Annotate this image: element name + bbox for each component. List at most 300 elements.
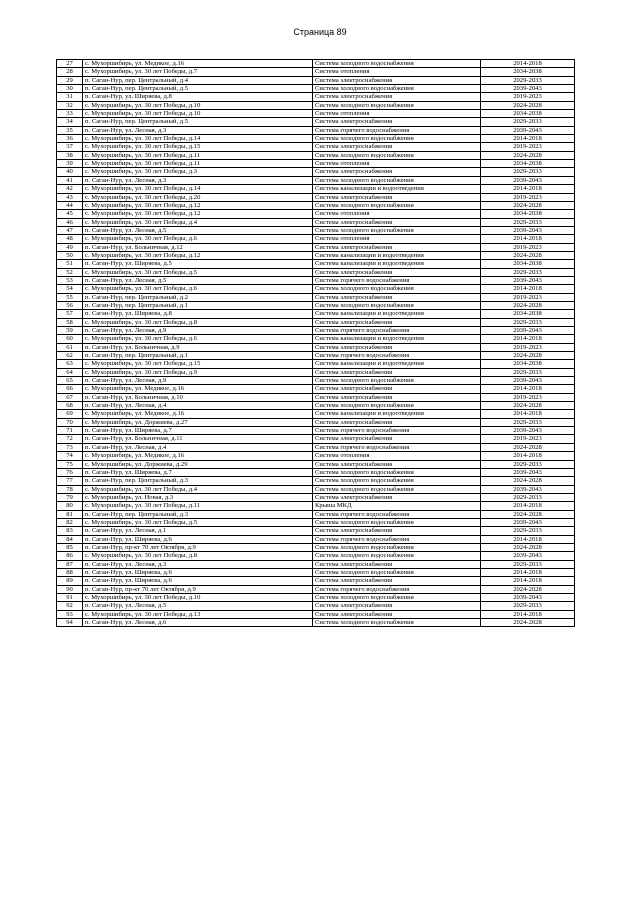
- row-number-cell: 70: [57, 418, 83, 426]
- row-number-cell: 79: [57, 493, 83, 501]
- period-cell: 2029-2033: [481, 218, 575, 226]
- system-cell: Система электроснабжения: [313, 527, 481, 535]
- period-cell: 2039-2043: [481, 126, 575, 134]
- system-cell: Система электроснабжения: [313, 168, 481, 176]
- period-cell: 2024-2028: [481, 301, 575, 309]
- row-number-cell: 84: [57, 535, 83, 543]
- address-cell: п. Саган-Нур, пер. Центральный, д.3: [83, 477, 313, 485]
- registry-table-body: [57, 60, 575, 627]
- row-number-cell: 54: [57, 285, 83, 293]
- row-number-cell: 38: [57, 151, 83, 159]
- period-cell: 2039-2043: [481, 276, 575, 284]
- system-cell: Система электроснабжения: [313, 610, 481, 618]
- system-cell: Система отопления: [313, 452, 481, 460]
- system-cell: Система электроснабжения: [313, 602, 481, 610]
- address-cell: с. Мухоршибирь, ул. 30 лет Победы, д.15: [83, 143, 313, 151]
- period-cell: 2019-2023: [481, 243, 575, 251]
- row-number-cell: 68: [57, 402, 83, 410]
- period-cell: 2014-2018: [481, 135, 575, 143]
- table-row: [57, 585, 575, 593]
- period-cell: 2029-2033: [481, 118, 575, 126]
- period-cell: 2014-2018: [481, 385, 575, 393]
- table-row: [57, 460, 575, 468]
- row-number-cell: 46: [57, 218, 83, 226]
- row-number-cell: 81: [57, 510, 83, 518]
- table-row: [57, 126, 575, 134]
- system-cell: Система горячего водоснабжения: [313, 126, 481, 134]
- system-cell: Система холодного водоснабжения: [313, 301, 481, 309]
- period-cell: 2014-2018: [481, 235, 575, 243]
- period-cell: 2029-2033: [481, 268, 575, 276]
- system-cell: Система холодного водоснабжения: [313, 60, 481, 68]
- system-cell: Система отопления: [313, 160, 481, 168]
- row-number-cell: 88: [57, 568, 83, 576]
- period-cell: 2029-2033: [481, 76, 575, 84]
- table-row: [57, 502, 575, 510]
- system-cell: Система горячего водоснабжения: [313, 327, 481, 335]
- row-number-cell: 82: [57, 518, 83, 526]
- system-cell: Система холодного водоснабжения: [313, 468, 481, 476]
- system-cell: Система электроснабжения: [313, 243, 481, 251]
- address-cell: п. Саган-Нур, ул. Лесная, д.4: [83, 402, 313, 410]
- row-number-cell: 45: [57, 210, 83, 218]
- system-cell: Система электроснабжения: [313, 577, 481, 585]
- table-row: [57, 285, 575, 293]
- table-row: [57, 410, 575, 418]
- period-cell: 2034-2038: [481, 210, 575, 218]
- address-cell: п. Саган-Нур, пер. Центральный, д.5: [83, 85, 313, 93]
- system-cell: Система электроснабжения: [313, 143, 481, 151]
- period-cell: 2024-2028: [481, 251, 575, 259]
- period-cell: 2024-2028: [481, 443, 575, 451]
- system-cell: Система горячего водоснабжения: [313, 510, 481, 518]
- period-cell: 2029-2033: [481, 527, 575, 535]
- row-number-cell: 69: [57, 410, 83, 418]
- address-cell: с. Мухоршибирь, ул. 30 лет Победы, д.14: [83, 185, 313, 193]
- address-cell: п. Саган-Нур, ул. Ширяева, д.6: [83, 577, 313, 585]
- row-number-cell: 37: [57, 143, 83, 151]
- system-cell: Система электроснабжения: [313, 460, 481, 468]
- table-row: [57, 510, 575, 518]
- table-row: [57, 393, 575, 401]
- table-row: [57, 543, 575, 551]
- address-cell: с. Мухоршибирь, ул. 30 лет Победы, д.8: [83, 552, 313, 560]
- address-cell: п. Саган-Нур, ул. Ширяева, д.7: [83, 427, 313, 435]
- period-cell: 2024-2028: [481, 477, 575, 485]
- system-cell: Система канализации и водоотведения: [313, 185, 481, 193]
- system-cell: Система холодного водоснабжения: [313, 201, 481, 209]
- address-cell: с. Мухоршибирь, ул. 30 лет Победы, д.15: [83, 360, 313, 368]
- period-cell: 2014-2018: [481, 285, 575, 293]
- system-cell: Система электроснабжения: [313, 493, 481, 501]
- row-number-cell: 61: [57, 343, 83, 351]
- system-cell: Система холодного водоснабжения: [313, 151, 481, 159]
- period-cell: 2029-2033: [481, 602, 575, 610]
- period-cell: 2014-2018: [481, 410, 575, 418]
- row-number-cell: 80: [57, 502, 83, 510]
- address-cell: п. Саган-Нур, ул. Лесная, д.6: [83, 619, 313, 627]
- table-row: [57, 160, 575, 168]
- table-row: [57, 251, 575, 259]
- table-row: [57, 293, 575, 301]
- system-cell: Система горячего водоснабжения: [313, 276, 481, 284]
- address-cell: п. Саган-Нур, ул. Ширяева, д.5: [83, 260, 313, 268]
- table-row: [57, 235, 575, 243]
- address-cell: с. Мухоршибирь, ул. 30 лет Победы, д.4: [83, 218, 313, 226]
- system-cell: Система холодного водоснабжения: [313, 176, 481, 184]
- system-cell: Система горячего водоснабжения: [313, 535, 481, 543]
- address-cell: с. Мухоршибирь, ул. 30 лет Победы, д.13: [83, 610, 313, 618]
- address-cell: с. Мухоршибирь, ул. Новая, д.3: [83, 493, 313, 501]
- period-cell: 2039-2043: [481, 377, 575, 385]
- table-row: [57, 176, 575, 184]
- table-row: [57, 468, 575, 476]
- row-number-cell: 63: [57, 360, 83, 368]
- table-row: [57, 76, 575, 84]
- row-number-cell: 40: [57, 168, 83, 176]
- system-cell: Система холодного водоснабжения: [313, 518, 481, 526]
- period-cell: 2039-2043: [481, 485, 575, 493]
- system-cell: Система электроснабжения: [313, 368, 481, 376]
- system-cell: Система горячего водоснабжения: [313, 352, 481, 360]
- system-cell: Система электроснабжения: [313, 418, 481, 426]
- row-number-cell: 52: [57, 268, 83, 276]
- system-cell: Система холодного водоснабжения: [313, 477, 481, 485]
- address-cell: п. Саган-Нур, пер. Центральный, д.1: [83, 301, 313, 309]
- row-number-cell: 74: [57, 452, 83, 460]
- address-cell: с. Мухоршибирь, ул. Доржиева, д.29: [83, 460, 313, 468]
- row-number-cell: 27: [57, 60, 83, 68]
- row-number-cell: 31: [57, 93, 83, 101]
- system-cell: Система канализации и водоотведения: [313, 251, 481, 259]
- period-cell: 2014-2018: [481, 60, 575, 68]
- table-row: [57, 318, 575, 326]
- period-cell: 2019-2023: [481, 393, 575, 401]
- address-cell: с. Мухоршибирь, ул. 30 лет Победы, д.6: [83, 335, 313, 343]
- table-row: [57, 268, 575, 276]
- table-row: [57, 301, 575, 309]
- table-row: [57, 377, 575, 385]
- address-cell: п. Саган-Нур, пр-кт 70 лет Октября, д.9: [83, 543, 313, 551]
- system-cell: Система горячего водоснабжения: [313, 427, 481, 435]
- address-cell: с. Мухоршибирь, ул. 30 лет Победы, д.9: [83, 368, 313, 376]
- period-cell: 2024-2028: [481, 543, 575, 551]
- row-number-cell: 43: [57, 193, 83, 201]
- row-number-cell: 49: [57, 243, 83, 251]
- period-cell: 2029-2033: [481, 418, 575, 426]
- period-cell: 2039-2043: [481, 552, 575, 560]
- address-cell: п. Саган-Нур, пр-кт 70 лет Октября, д.9: [83, 585, 313, 593]
- system-cell: Система холодного водоснабжения: [313, 226, 481, 234]
- row-number-cell: 64: [57, 368, 83, 376]
- table-row: [57, 352, 575, 360]
- table-row: [57, 610, 575, 618]
- system-cell: Система отопления: [313, 210, 481, 218]
- table-row: [57, 493, 575, 501]
- period-cell: 2014-2018: [481, 535, 575, 543]
- row-number-cell: 76: [57, 468, 83, 476]
- row-number-cell: 67: [57, 393, 83, 401]
- row-number-cell: 92: [57, 602, 83, 610]
- row-number-cell: 71: [57, 427, 83, 435]
- address-cell: с. Мухоршибирь, ул. 30 лет Победы, д.11: [83, 160, 313, 168]
- period-cell: 2039-2043: [481, 226, 575, 234]
- system-cell: Система горячего водоснабжения: [313, 443, 481, 451]
- system-cell: Крыша МКД: [313, 502, 481, 510]
- period-cell: 2019-2023: [481, 143, 575, 151]
- period-cell: 2029-2033: [481, 493, 575, 501]
- address-cell: с. Мухоршибирь, ул. Медикое, д.16: [83, 60, 313, 68]
- row-number-cell: 30: [57, 85, 83, 93]
- row-number-cell: 50: [57, 251, 83, 259]
- system-cell: Система холодного водоснабжения: [313, 552, 481, 560]
- period-cell: 2029-2033: [481, 168, 575, 176]
- table-row: [57, 101, 575, 109]
- address-cell: с. Мухоршибирь, ул. 30 лет Победы, д.10: [83, 594, 313, 602]
- address-cell: п. Саган-Нур, пер. Центральный, д.3: [83, 510, 313, 518]
- row-number-cell: 56: [57, 301, 83, 309]
- row-number-cell: 77: [57, 477, 83, 485]
- system-cell: Система электроснабжения: [313, 76, 481, 84]
- table-row: [57, 118, 575, 126]
- system-cell: Система канализации и водоотведения: [313, 260, 481, 268]
- address-cell: п. Саган-Нур, ул. Лесная, д.5: [83, 226, 313, 234]
- period-cell: 2024-2028: [481, 402, 575, 410]
- address-cell: с. Мухоршибирь, ул. 30 лет Победы, д.10: [83, 110, 313, 118]
- row-number-cell: 44: [57, 201, 83, 209]
- registry-table: [56, 59, 575, 627]
- row-number-cell: 51: [57, 260, 83, 268]
- address-cell: с. Мухоршибирь, ул. 30 лет Победы, д.3: [83, 168, 313, 176]
- period-cell: 2034-2038: [481, 260, 575, 268]
- system-cell: Система холодного водоснабжения: [313, 85, 481, 93]
- period-cell: 2014-2018: [481, 610, 575, 618]
- address-cell: с. Мухоршибирь, ул. Медикое, д.16: [83, 410, 313, 418]
- table-row: [57, 619, 575, 627]
- table-row: [57, 527, 575, 535]
- table-row: [57, 135, 575, 143]
- system-cell: Система электроснабжения: [313, 435, 481, 443]
- period-cell: 2024-2028: [481, 352, 575, 360]
- system-cell: Система холодного водоснабжения: [313, 543, 481, 551]
- table-row: [57, 168, 575, 176]
- address-cell: п. Саган-Нур, ул. Лесная, д.9: [83, 377, 313, 385]
- system-cell: Система холодного водоснабжения: [313, 568, 481, 576]
- system-cell: Система холодного водоснабжения: [313, 485, 481, 493]
- row-number-cell: 33: [57, 110, 83, 118]
- table-row: [57, 151, 575, 159]
- period-cell: 2034-2038: [481, 110, 575, 118]
- address-cell: п. Саган-Нур, ул. Лесная, д.3: [83, 176, 313, 184]
- row-number-cell: 90: [57, 585, 83, 593]
- period-cell: 2029-2033: [481, 560, 575, 568]
- table-row: [57, 577, 575, 585]
- system-cell: Система канализации и водоотведения: [313, 410, 481, 418]
- row-number-cell: 36: [57, 135, 83, 143]
- address-cell: п. Саган-Нур, пер. Центральный, д.2: [83, 293, 313, 301]
- period-cell: 2034-2038: [481, 68, 575, 76]
- address-cell: с. Мухоршибирь, ул. 30 лет Победы, д.5: [83, 268, 313, 276]
- period-cell: 2019-2023: [481, 343, 575, 351]
- address-cell: п. Саган-Нур, ул. Больничная, д.12: [83, 243, 313, 251]
- table-row: [57, 201, 575, 209]
- address-cell: с. Мухоршибирь, ул. 30 лет Победы, д.14: [83, 135, 313, 143]
- address-cell: с. Мухоршибирь, ул. Медикое, д.16: [83, 452, 313, 460]
- table-row: [57, 226, 575, 234]
- address-cell: п. Саган-Нур, пер. Центральный, д.5: [83, 118, 313, 126]
- address-cell: с. Мухоршибирь, ул. 30 лет Победы, д.12: [83, 210, 313, 218]
- table-row: [57, 68, 575, 76]
- period-cell: 2014-2018: [481, 568, 575, 576]
- row-number-cell: 53: [57, 276, 83, 284]
- row-number-cell: 55: [57, 293, 83, 301]
- period-cell: 2019-2023: [481, 193, 575, 201]
- table-row: [57, 276, 575, 284]
- period-cell: 2024-2028: [481, 101, 575, 109]
- table-row: [57, 310, 575, 318]
- table-row: [57, 260, 575, 268]
- period-cell: 2014-2018: [481, 185, 575, 193]
- table-row: [57, 243, 575, 251]
- system-cell: Система канализации и водоотведения: [313, 335, 481, 343]
- period-cell: 2039-2043: [481, 85, 575, 93]
- table-row: [57, 335, 575, 343]
- table-row: [57, 452, 575, 460]
- period-cell: 2019-2023: [481, 435, 575, 443]
- system-cell: Система отопления: [313, 68, 481, 76]
- period-cell: 2014-2018: [481, 502, 575, 510]
- table-row: [57, 535, 575, 543]
- system-cell: Система электроснабжения: [313, 393, 481, 401]
- period-cell: 2024-2028: [481, 151, 575, 159]
- address-cell: с. Мухоршибирь, ул. 30 лет Победы, д.12: [83, 201, 313, 209]
- address-cell: п. Саган-Нур, ул. Больничная, д.10: [83, 393, 313, 401]
- table-row: [57, 477, 575, 485]
- row-number-cell: 42: [57, 185, 83, 193]
- table-row: [57, 485, 575, 493]
- address-cell: с. Мухоршибирь, ул. 30 лет Победы, д.5: [83, 518, 313, 526]
- table-row: [57, 435, 575, 443]
- address-cell: с. Мухоршибирь, ул. 30 лет Победы, д.4: [83, 485, 313, 493]
- period-cell: 2034-2038: [481, 310, 575, 318]
- row-number-cell: 83: [57, 527, 83, 535]
- period-cell: 2039-2043: [481, 327, 575, 335]
- system-cell: Система холодного водоснабжения: [313, 101, 481, 109]
- system-cell: Система холодного водоснабжения: [313, 135, 481, 143]
- system-cell: Система холодного водоснабжения: [313, 594, 481, 602]
- table-row: [57, 110, 575, 118]
- address-cell: п. Саган-Нур, ул. Ширяева, д.6: [83, 535, 313, 543]
- row-number-cell: 59: [57, 327, 83, 335]
- system-cell: Система холодного водоснабжения: [313, 285, 481, 293]
- row-number-cell: 78: [57, 485, 83, 493]
- row-number-cell: 72: [57, 435, 83, 443]
- table-row: [57, 360, 575, 368]
- period-cell: 2039-2043: [481, 468, 575, 476]
- row-number-cell: 39: [57, 160, 83, 168]
- row-number-cell: 57: [57, 310, 83, 318]
- address-cell: с. Мухоршибирь, ул. 30 лет Победы, д.12: [83, 251, 313, 259]
- row-number-cell: 93: [57, 610, 83, 618]
- row-number-cell: 62: [57, 352, 83, 360]
- row-number-cell: 66: [57, 385, 83, 393]
- period-cell: 2014-2018: [481, 452, 575, 460]
- row-number-cell: 65: [57, 377, 83, 385]
- system-cell: Система электроснабжения: [313, 293, 481, 301]
- row-number-cell: 41: [57, 176, 83, 184]
- period-cell: 2039-2043: [481, 518, 575, 526]
- row-number-cell: 48: [57, 235, 83, 243]
- row-number-cell: 87: [57, 560, 83, 568]
- table-row: [57, 518, 575, 526]
- system-cell: Система электроснабжения: [313, 385, 481, 393]
- system-cell: Система холодного водоснабжения: [313, 619, 481, 627]
- row-number-cell: 28: [57, 68, 83, 76]
- address-cell: п. Саган-Нур, ул. Лесная, д.3: [83, 126, 313, 134]
- address-cell: п. Саган-Нур, ул. Лесная, д.5: [83, 602, 313, 610]
- address-cell: п. Саган-Нур, ул. Лесная, д.9: [83, 327, 313, 335]
- table-row: [57, 85, 575, 93]
- row-number-cell: 75: [57, 460, 83, 468]
- period-cell: 2024-2028: [481, 585, 575, 593]
- table-row: [57, 594, 575, 602]
- table-row: [57, 60, 575, 68]
- period-cell: 2024-2028: [481, 619, 575, 627]
- table-row: [57, 443, 575, 451]
- system-cell: Система отопления: [313, 235, 481, 243]
- address-cell: п. Саган-Нур, ул. Больничная, д.9: [83, 343, 313, 351]
- row-number-cell: 58: [57, 318, 83, 326]
- address-cell: с. Мухоршибирь, ул. 30 лет Победы, д.11: [83, 502, 313, 510]
- table-row: [57, 560, 575, 568]
- period-cell: 2034-2038: [481, 160, 575, 168]
- address-cell: с. Мухоршибирь, ул. 30 лет Победы, д.10: [83, 101, 313, 109]
- address-cell: с. Мухоршибирь, ул. 30 лет Победы, д.6: [83, 235, 313, 243]
- period-cell: 2019-2023: [481, 293, 575, 301]
- system-cell: Система канализации и водоотведения: [313, 360, 481, 368]
- period-cell: 2034-2038: [481, 360, 575, 368]
- address-cell: с. Мухоршибирь, ул. 30 лет Победы, д.8: [83, 318, 313, 326]
- address-cell: п. Саган-Нур, ул. Лесная, д.3: [83, 560, 313, 568]
- address-cell: п. Саган-Нур, ул. Больничная, д.11: [83, 435, 313, 443]
- system-cell: Система электроснабжения: [313, 218, 481, 226]
- table-row: [57, 385, 575, 393]
- address-cell: с. Мухоршибирь, ул. 30 лет Победы, д.7: [83, 68, 313, 76]
- address-cell: с. Мухоршибирь, ул. Медикое, д.16: [83, 385, 313, 393]
- system-cell: Система электроснабжения: [313, 560, 481, 568]
- row-number-cell: 86: [57, 552, 83, 560]
- period-cell: 2024-2028: [481, 201, 575, 209]
- address-cell: п. Саган-Нур, ул. Ширяева, д.8: [83, 93, 313, 101]
- system-cell: Система электроснабжения: [313, 268, 481, 276]
- address-cell: п. Саган-Нур, ул. Лесная, д.5: [83, 276, 313, 284]
- row-number-cell: 32: [57, 101, 83, 109]
- system-cell: Система отопления: [313, 110, 481, 118]
- row-number-cell: 29: [57, 76, 83, 84]
- period-cell: 2039-2043: [481, 176, 575, 184]
- row-number-cell: 73: [57, 443, 83, 451]
- system-cell: Система электроснабжения: [313, 318, 481, 326]
- address-cell: с. Мухоршибирь, ул. 30 лет Победы, д.6: [83, 285, 313, 293]
- table-row: [57, 552, 575, 560]
- table-row: [57, 343, 575, 351]
- period-cell: 2014-2018: [481, 335, 575, 343]
- page-number-label: Страница 89: [293, 27, 347, 37]
- table-row: [57, 185, 575, 193]
- table-row: [57, 218, 575, 226]
- address-cell: п. Саган-Нур, ул. Лесная, д.1: [83, 527, 313, 535]
- address-cell: с. Мухоршибирь, ул. Доржиева, д.27: [83, 418, 313, 426]
